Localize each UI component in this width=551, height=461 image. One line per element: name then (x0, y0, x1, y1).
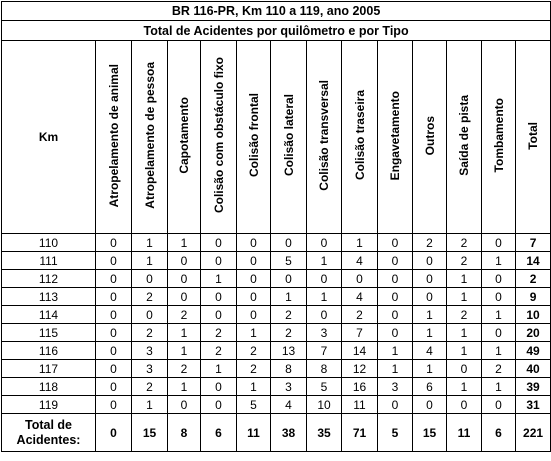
row-total-cell: 31 (516, 396, 551, 414)
km-header: Km (2, 41, 96, 234)
value-cell: 4 (342, 288, 378, 306)
value-cell: 1 (168, 378, 201, 396)
value-cell: 0 (201, 306, 237, 324)
total-cell: 71 (342, 414, 378, 452)
value-cell: 1 (132, 252, 168, 270)
value-cell: 2 (132, 288, 168, 306)
value-cell: 3 (307, 324, 342, 342)
value-cell: 0 (307, 234, 342, 252)
value-cell: 4 (271, 396, 307, 414)
header-row (2, 41, 551, 234)
column-header (447, 41, 482, 234)
value-cell: 0 (237, 252, 271, 270)
value-cell: 1 (447, 288, 482, 306)
column-header-label: Capotamento (177, 97, 191, 174)
value-cell: 1 (447, 270, 482, 288)
value-cell: 4 (342, 252, 378, 270)
table-subtitle: Total de Acidentes por quilômetro e por Tipo (2, 21, 551, 41)
value-cell: 2 (447, 234, 482, 252)
value-cell: 1 (482, 306, 516, 324)
value-cell: 1 (271, 288, 307, 306)
value-cell: 2 (237, 360, 271, 378)
row-total-cell: 40 (516, 360, 551, 378)
accidents-table (1, 1, 551, 452)
value-cell: 1 (201, 360, 237, 378)
value-cell: 2 (413, 234, 447, 252)
value-cell: 0 (378, 252, 413, 270)
total-cell: 5 (378, 414, 413, 452)
value-cell: 0 (201, 396, 237, 414)
value-cell: 2 (201, 324, 237, 342)
km-cell: 117 (2, 360, 96, 378)
value-cell: 0 (201, 378, 237, 396)
value-cell: 5 (307, 378, 342, 396)
row-total-cell: 10 (516, 306, 551, 324)
km-cell: 111 (2, 252, 96, 270)
value-cell: 2 (447, 252, 482, 270)
value-cell: 0 (413, 288, 447, 306)
column-header-label: Colisão frontal (246, 93, 261, 178)
value-cell: 0 (447, 396, 482, 414)
column-header (378, 41, 413, 234)
value-cell: 1 (132, 396, 168, 414)
value-cell: 0 (201, 252, 237, 270)
value-cell: 0 (96, 342, 132, 360)
value-cell: 1 (447, 342, 482, 360)
table-row (2, 288, 551, 306)
value-cell: 1 (482, 252, 516, 270)
value-cell: 2 (168, 306, 201, 324)
value-cell: 0 (482, 324, 516, 342)
km-cell: 119 (2, 396, 96, 414)
total-cell: 15 (413, 414, 447, 452)
column-header (237, 41, 271, 234)
row-total-cell: 2 (516, 270, 551, 288)
value-cell: 2 (132, 324, 168, 342)
table-row (2, 360, 551, 378)
value-cell: 0 (96, 378, 132, 396)
totals-label (2, 414, 96, 452)
total-cell: 11 (447, 414, 482, 452)
km-cell: 116 (2, 342, 96, 360)
column-header-label: Atropelamento de animal (106, 63, 121, 208)
column-header (307, 41, 342, 234)
row-total-cell: 14 (516, 252, 551, 270)
total-cell: 8 (168, 414, 201, 452)
km-cell: 110 (2, 234, 96, 252)
value-cell: 14 (342, 342, 378, 360)
total-cell: 0 (96, 414, 132, 452)
value-cell: 0 (168, 252, 201, 270)
row-total-cell: 9 (516, 288, 551, 306)
grand-total-cell: 221 (516, 414, 551, 452)
value-cell: 1 (237, 378, 271, 396)
value-cell: 0 (201, 288, 237, 306)
column-header (271, 41, 307, 234)
value-cell: 0 (96, 252, 132, 270)
column-header-label: Colisão transversal (317, 80, 331, 191)
column-header-label: Tombamento (491, 98, 506, 173)
value-cell: 0 (271, 234, 307, 252)
value-cell: 3 (378, 378, 413, 396)
value-cell: 0 (378, 396, 413, 414)
value-cell: 2 (237, 342, 271, 360)
value-cell: 8 (271, 360, 307, 378)
value-cell: 2 (271, 324, 307, 342)
value-cell: 1 (307, 288, 342, 306)
row-total-cell: 7 (516, 234, 551, 252)
km-cell: 113 (2, 288, 96, 306)
value-cell: 2 (132, 378, 168, 396)
value-cell: 5 (237, 396, 271, 414)
value-cell: 0 (342, 270, 378, 288)
value-cell: 0 (307, 270, 342, 288)
value-cell: 13 (271, 342, 307, 360)
value-cell: 1 (201, 270, 237, 288)
value-cell: 0 (413, 396, 447, 414)
table-row (2, 378, 551, 396)
km-cell: 114 (2, 306, 96, 324)
value-cell: 1 (342, 234, 378, 252)
table-title: BR 116-PR, Km 110 a 119, ano 2005 (2, 2, 551, 21)
column-header (201, 41, 237, 234)
value-cell: 0 (168, 288, 201, 306)
value-cell: 1 (413, 324, 447, 342)
row-total-cell: 39 (516, 378, 551, 396)
value-cell: 7 (307, 342, 342, 360)
column-header-label: Atropelamento de pessoa (142, 62, 157, 209)
table-row (2, 306, 551, 324)
value-cell: 0 (482, 234, 516, 252)
value-cell: 0 (132, 270, 168, 288)
value-cell: 1 (378, 360, 413, 378)
value-cell: 0 (96, 324, 132, 342)
total-cell: 6 (201, 414, 237, 452)
table-row (2, 234, 551, 252)
column-header (482, 41, 516, 234)
value-cell: 1 (168, 234, 201, 252)
value-cell: 2 (482, 360, 516, 378)
value-cell: 2 (271, 306, 307, 324)
value-cell: 0 (96, 288, 132, 306)
column-header-label: Colisão lateral (281, 94, 296, 177)
column-header-label: Saída de pista (457, 95, 471, 176)
value-cell: 1 (307, 252, 342, 270)
total-cell: 15 (132, 414, 168, 452)
value-cell: 8 (307, 360, 342, 378)
total-cell: 38 (271, 414, 307, 452)
value-cell: 12 (342, 360, 378, 378)
column-header-label: Engavetamento (388, 90, 402, 181)
value-cell: 2 (168, 360, 201, 378)
value-cell: 0 (96, 396, 132, 414)
value-cell: 1 (168, 324, 201, 342)
column-header-total (516, 41, 551, 234)
table-body (2, 234, 551, 414)
value-cell: 6 (413, 378, 447, 396)
value-cell: 0 (378, 234, 413, 252)
column-header-label: Colisão com obstáculo fixo (211, 57, 226, 214)
value-cell: 0 (96, 306, 132, 324)
km-cell: 112 (2, 270, 96, 288)
value-cell: 1 (447, 378, 482, 396)
value-cell: 0 (482, 396, 516, 414)
value-cell: 0 (168, 396, 201, 414)
value-cell: 0 (482, 270, 516, 288)
table-row (2, 324, 551, 342)
value-cell: 0 (447, 360, 482, 378)
value-cell: 5 (271, 252, 307, 270)
value-cell: 2 (342, 306, 378, 324)
value-cell: 1 (413, 306, 447, 324)
column-header-label: Total (526, 121, 541, 150)
value-cell: 1 (482, 378, 516, 396)
value-cell: 0 (96, 270, 132, 288)
value-cell: 0 (413, 270, 447, 288)
value-cell: 1 (378, 342, 413, 360)
totals-label-line2: Acidentes: (16, 432, 81, 447)
table-row (2, 396, 551, 414)
value-cell: 0 (413, 252, 447, 270)
value-cell: 1 (413, 360, 447, 378)
value-cell: 0 (378, 270, 413, 288)
column-header (132, 41, 168, 234)
column-header-label: Colisão traseira (352, 90, 367, 181)
total-cell: 35 (307, 414, 342, 452)
value-cell: 3 (271, 378, 307, 396)
column-header (342, 41, 378, 234)
value-cell: 0 (378, 306, 413, 324)
value-cell: 1 (447, 324, 482, 342)
value-cell: 0 (96, 234, 132, 252)
value-cell: 0 (237, 306, 271, 324)
value-cell: 1 (168, 342, 201, 360)
km-cell: 115 (2, 324, 96, 342)
table-row (2, 342, 551, 360)
column-header (168, 41, 201, 234)
km-cell: 118 (2, 378, 96, 396)
table-row (2, 252, 551, 270)
value-cell: 1 (237, 324, 271, 342)
table-row (2, 270, 551, 288)
value-cell: 0 (132, 306, 168, 324)
value-cell: 11 (342, 396, 378, 414)
value-cell: 0 (378, 288, 413, 306)
value-cell: 0 (271, 270, 307, 288)
value-cell: 7 (342, 324, 378, 342)
value-cell: 0 (378, 324, 413, 342)
value-cell: 3 (132, 342, 168, 360)
total-cell: 6 (482, 414, 516, 452)
value-cell: 10 (307, 396, 342, 414)
value-cell: 1 (132, 234, 168, 252)
totals-row (2, 414, 551, 452)
value-cell: 0 (482, 288, 516, 306)
value-cell: 1 (482, 342, 516, 360)
row-total-cell: 20 (516, 324, 551, 342)
row-total-cell: 49 (516, 342, 551, 360)
value-cell: 0 (237, 288, 271, 306)
totals-label-line1: Total de (25, 417, 72, 432)
value-cell: 0 (237, 270, 271, 288)
total-cell: 11 (237, 414, 271, 452)
column-header (413, 41, 447, 234)
value-cell: 0 (237, 234, 271, 252)
value-cell: 16 (342, 378, 378, 396)
value-cell: 0 (168, 270, 201, 288)
value-cell: 0 (307, 306, 342, 324)
column-header-label: Outros (422, 115, 437, 156)
value-cell: 0 (201, 234, 237, 252)
value-cell: 2 (201, 342, 237, 360)
column-header (96, 41, 132, 234)
value-cell: 4 (413, 342, 447, 360)
value-cell: 0 (96, 360, 132, 378)
value-cell: 2 (447, 306, 482, 324)
value-cell: 3 (132, 360, 168, 378)
